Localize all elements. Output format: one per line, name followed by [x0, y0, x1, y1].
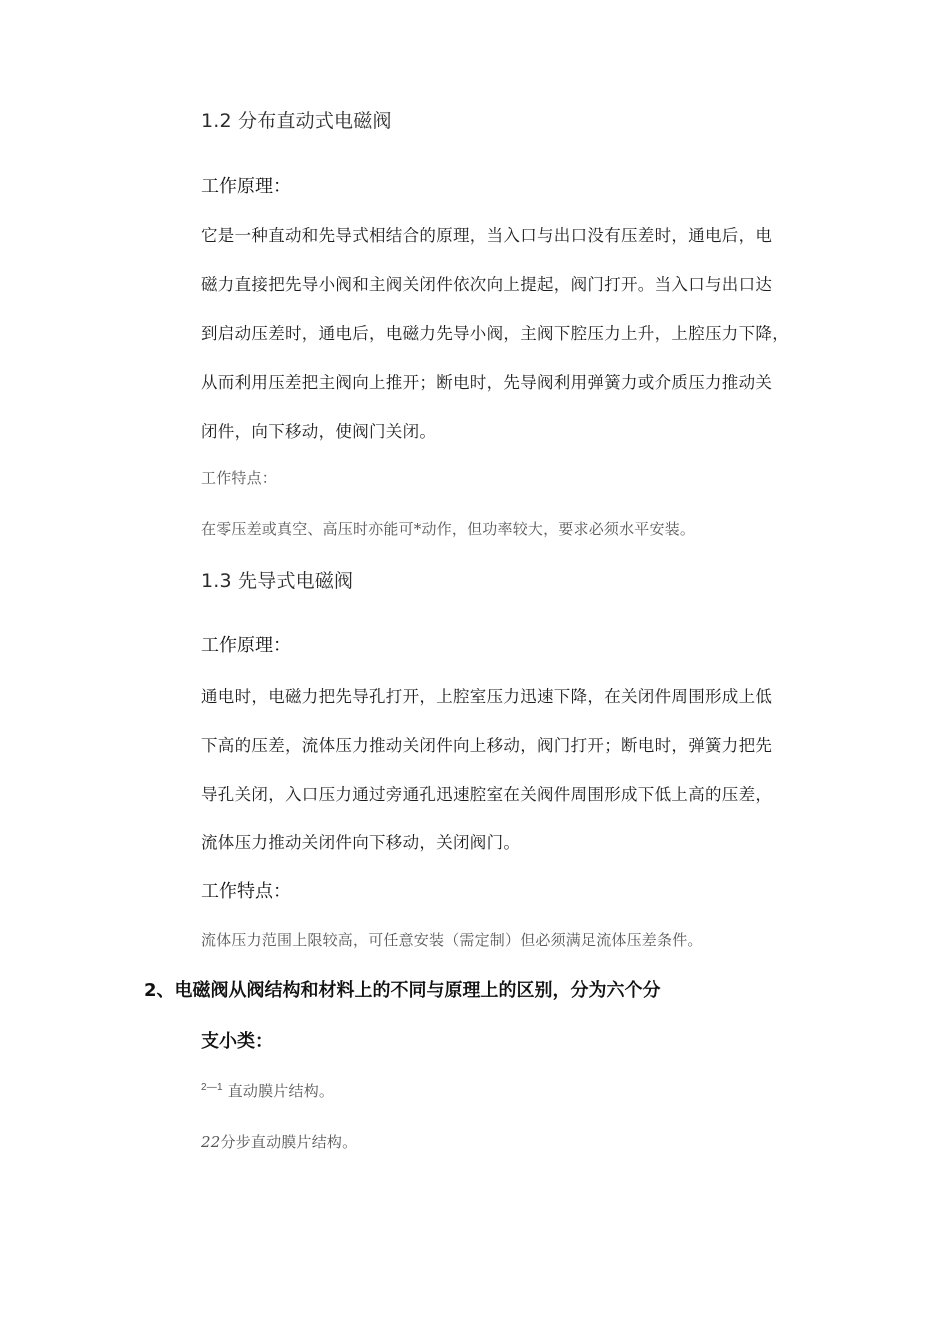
paragraph-line: 从而利用压差把主阀向上推开；断电时，先导阀利用弹簧力或介质压力推动关 — [201, 373, 773, 392]
feature-text: 在零压差或真空、高压时亦能可*动作，但功率较大，要求必须水平安装。 — [201, 520, 696, 538]
feature-text: 流体压力范围上限较高，可任意安装（需定制）但必须满足流体压差条件。 — [201, 931, 703, 949]
principle-heading: 工作原理： — [201, 635, 291, 656]
list-item-number: 2—1 — [201, 1082, 223, 1093]
paragraph-line: 下高的压差，流体压力推动关闭件向上移动，阀门打开；断电时，弹簧力把先 — [201, 736, 773, 755]
paragraph-line: 通电时，电磁力把先导孔打开，上腔室压力迅速下降，在关闭件周围形成上低 — [201, 687, 773, 706]
section-title-2-cont: 支小类： — [201, 1031, 273, 1052]
paragraph-line: 磁力直接把先导小阀和主阀关闭件依次向上提起，阀门打开。当入口与出口达 — [201, 275, 773, 294]
list-item-text: 分步直动膜片结构。 — [220, 1133, 358, 1151]
feature-heading: 工作特点： — [201, 881, 291, 902]
list-item-number: 22 — [201, 1133, 221, 1151]
paragraph-line: 导孔关闭，入口压力通过旁通孔迅速腔室在关阀件周围形成下低上高的压差， — [201, 785, 773, 804]
list-item — [201, 1131, 357, 1152]
section-title-1-3: 1.3 先导式电磁阀 — [201, 570, 354, 592]
list-item-text: 直动膜片结构。 — [227, 1082, 335, 1100]
feature-heading: 工作特点： — [201, 469, 278, 487]
paragraph-line: 它是一种直动和先导式相结合的原理，当入口与出口没有压差时，通电后，电 — [201, 226, 773, 245]
principle-heading: 工作原理： — [201, 176, 291, 197]
paragraph-line: 流体压力推动关闭件向下移动，关闭阀门。 — [201, 833, 521, 852]
list-item — [201, 1080, 334, 1101]
section-title-2: 2、电磁阀从阀结构和材料上的不同与原理上的区别，分为六个分 — [144, 980, 661, 1001]
paragraph-line: 到启动压差时，通电后，电磁力先导小阀，主阀下腔压力上升，上腔压力下降， — [201, 324, 789, 343]
section-title-1-2: 1.2 分布直动式电磁阀 — [201, 110, 392, 132]
paragraph-line: 闭件，向下移动，使阀门关闭。 — [201, 422, 437, 441]
